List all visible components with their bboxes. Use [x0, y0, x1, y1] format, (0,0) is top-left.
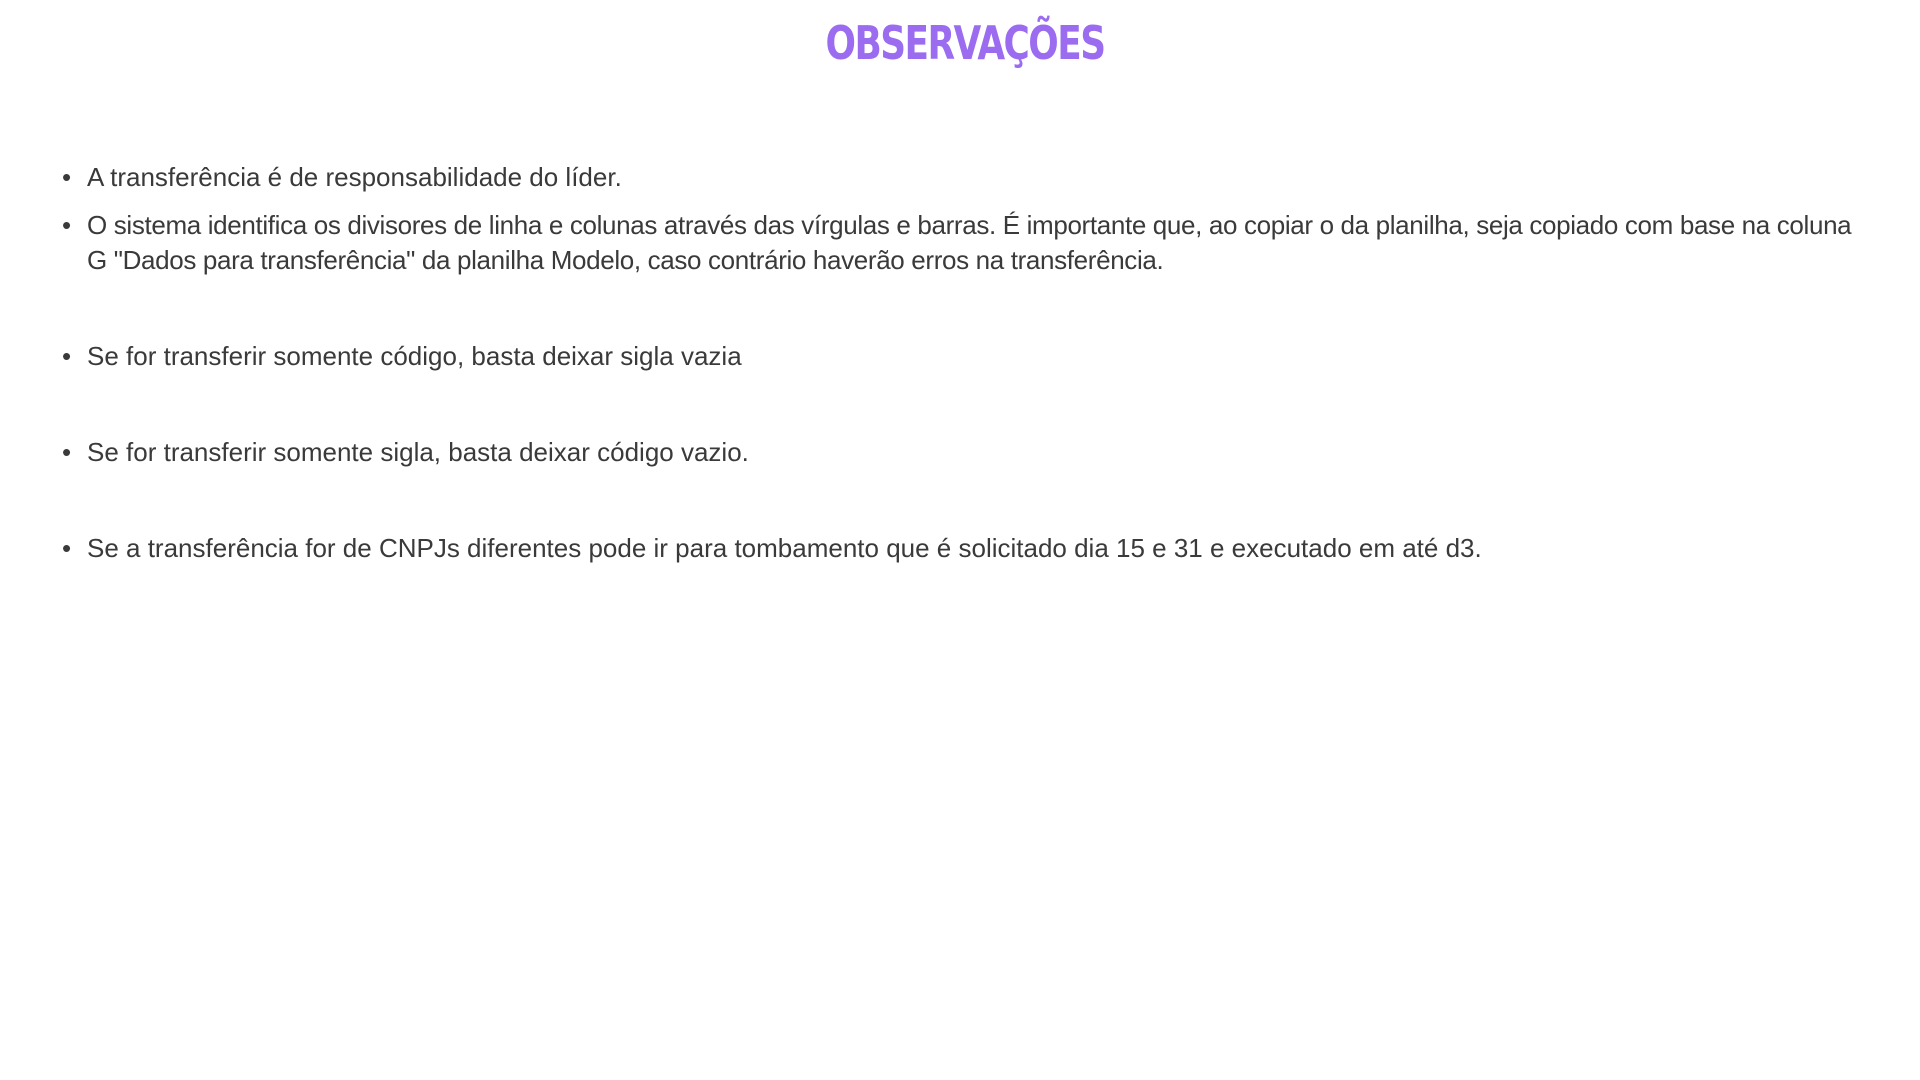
bullet-item-responsibility	[62, 160, 1862, 195]
bullet-text: A transferência é de responsabilidade do líder.	[87, 162, 622, 192]
bullet-item-cnpj	[62, 531, 1862, 566]
slide-title: OBSERVAÇÕES	[825, 16, 1105, 70]
bullet-text: • O sistema identifica os divisores de linha e colunas através das vírgulas e barras. É importante que, ao copiar o da planilha, seja copiado com base na coluna G "Dados para transferência" da planilha Modelo, caso contrário haverão erros na transferência.	[87, 210, 1852, 275]
bullet-text: Se for transferir somente sigla, basta deixar código vazio.	[87, 437, 749, 467]
bullet-item-code-only	[62, 339, 1862, 374]
bullet-text: Se for transferir somente código, basta deixar sigla vazia	[87, 341, 742, 371]
bullet-item-acronym-only	[62, 435, 1862, 470]
bullet-item-dividers	[62, 208, 1862, 278]
bullet-list	[62, 160, 1862, 566]
bullet-text: Se a transferência for de CNPJs diferentes pode ir para tombamento que é solicitado dia 15 e 31 e executado em até d3.	[87, 533, 1482, 563]
